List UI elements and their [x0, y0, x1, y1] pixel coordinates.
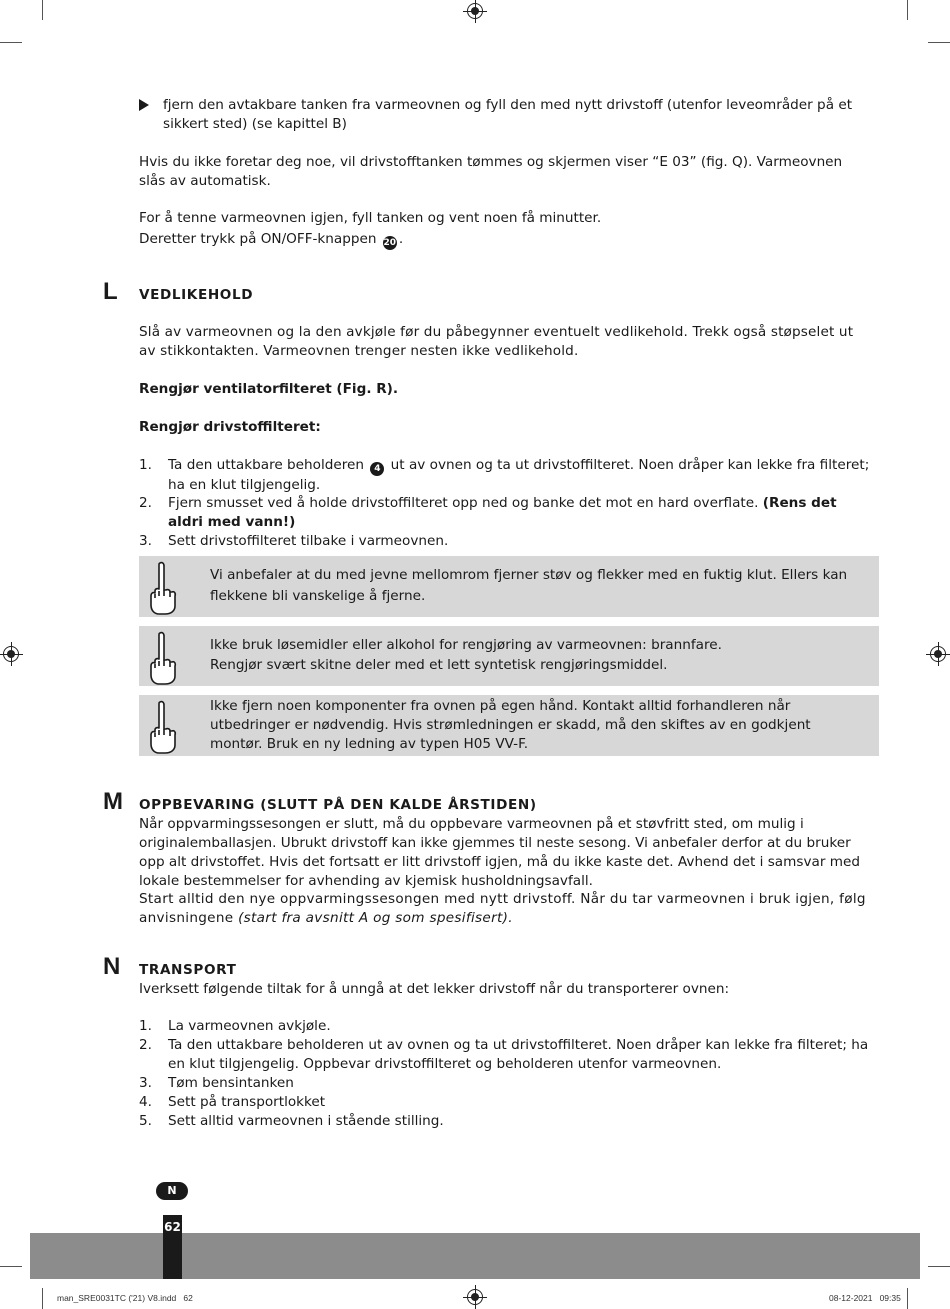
list-number: 4.: [139, 1094, 152, 1110]
crop-mark: [0, 1266, 22, 1267]
crop-mark: [42, 0, 43, 20]
registration-mark-icon: [467, 3, 483, 19]
button-number-badge: 20: [383, 238, 397, 248]
file-info: man_SRE0031TC ('21) V8.indd 62: [57, 1293, 193, 1303]
intro-bullet: fjern den avtakbare tanken fra varmeovnen og fyll den med nytt drivstoff (utenfor leveområder på et sikkert sted) (se kapittel B): [163, 97, 853, 132]
subheading: Rengjør ventilatorfilteret (Fig. R).: [139, 381, 399, 397]
section-letter: L: [103, 278, 118, 305]
section-title: OPPBEVARING (SLUTT PÅ DEN KALDE ÅRSTIDEN): [139, 797, 537, 813]
section-paragraph-text: Start alltid den nye oppvarmingssesongen med nytt drivstoff. Når du tar varmeovnen i bruk igjen, følg anvisningene: [139, 891, 866, 926]
list-item-text: Ta den uttakbare beholderen: [168, 457, 365, 473]
pointing-hand-icon: [145, 560, 179, 616]
section-paragraph-italic: (start fra avsnitt A og som spesifisert).: [238, 910, 513, 926]
registration-mark-icon: [467, 1289, 483, 1305]
section-paragraph: [139, 890, 870, 928]
date-info: 08-12-2021 09:35: [829, 1293, 901, 1303]
registration-mark-icon: [3, 646, 19, 662]
crop-mark: [907, 0, 908, 20]
note-text: Ikke fjern noen komponenter fra ovnen på egen hånd. Kontakt alltid forhandleren når utbedringer er nødvendig. Hvis strømledningen er skadd, må den skiftes av en godkjent montør. Bruk en ny ledning av typen H05 VV-F.: [210, 698, 811, 752]
list-item: Ta den uttakbare beholderen ut av ovnen og ta ut drivstoffilteret. Noen dråper kan lekke fra filteret; ha en klut tilgjengelig. Oppbevar drivstoffilteret og beholderen utenfor varmeovnen.: [168, 1037, 869, 1072]
crop-mark: [907, 1288, 908, 1309]
list-item: Sett alltid varmeovnen i stående stilling.: [168, 1113, 444, 1129]
crop-mark: [42, 1288, 43, 1309]
part-number-badge: 4: [370, 462, 384, 476]
list-item: Tøm bensintanken: [168, 1075, 294, 1091]
section-letter: N: [103, 953, 121, 980]
intro-paragraph: Hvis du ikke foretar deg noe, vil drivstofftanken tømmes og skjermen viser “E 03” (fig. Q). Varmeovnen slås av automatisk.: [139, 154, 843, 189]
list-item-warning: (Rens det aldri med vann!): [168, 495, 837, 530]
list-item-text: Fjern smusset ved å holde drivstoffilteret opp ned og banke det mot en hard overflate.: [168, 495, 759, 511]
list-item-text: ut av ovnen og ta ut drivstoffilteret. Noen dråper kan lekke fra filteret; ha en klut tilgjengelig.: [168, 457, 870, 493]
note-box: [139, 626, 879, 686]
pointing-hand-icon: [145, 630, 179, 686]
section-paragraph: Slå av varmeovnen og la den avkjøle før du påbegynner eventuelt vedlikehold. Trekk også støpselet ut av stikkontakten. Varmeovnen trenger nesten ikke vedlikehold.: [139, 324, 854, 359]
subheading: Rengjør drivstoffilteret:: [139, 419, 321, 435]
section-title: VEDLIKEHOLD: [139, 287, 254, 303]
crop-mark: [928, 42, 950, 43]
intro-paragraph: For å tenne varmeovnen igjen, fyll tanken og vent noen få minutter.: [139, 210, 602, 226]
page-number: 62: [164, 1220, 181, 1234]
list-item: La varmeovnen avkjøle.: [168, 1018, 331, 1034]
note-text: Ikke bruk løsemidler eller alkohol for rengjøring av varmeovnen: brannfare.: [210, 637, 722, 653]
section-paragraph: Iverksett følgende tiltak for å unngå at det lekker drivstoff når du transporterer ovnen:: [139, 981, 730, 997]
section-title: TRANSPORT: [139, 962, 237, 978]
list-item: [168, 456, 870, 495]
crop-mark: [0, 42, 22, 43]
pointing-hand-icon: [145, 699, 179, 755]
language-badge: N: [156, 1182, 188, 1200]
note-box: [139, 695, 879, 756]
intro-paragraph: [139, 230, 870, 250]
list-number: 2.: [139, 1037, 152, 1053]
list-number: 3.: [139, 533, 152, 549]
note-text: Vi anbefaler at du med jevne mellomrom fjerner støv og flekker med en fuktig klut. Ellers kan flekkene bli vanskelige å fjerne.: [210, 567, 848, 604]
list-number: 3.: [139, 1075, 152, 1091]
section-paragraph: Når oppvarmingssesongen er slutt, må du oppbevare varmeovnen på et støvfritt sted, om mulig i originalemballasjen. Ubrukt drivstoff kan ikke gjemmes til neste sesong. Vi anbefaler derfor at du bruker opp alt drivstoffet. Hvis det fortsatt er litt drivstoff igjen, må du ikke kaste det. Avhend det i samsvar med lokale bestemmelser for avhending av kjemisk husholdningsavfall.: [139, 816, 860, 889]
list-number: 2.: [139, 495, 152, 511]
intro-text: Deretter trykk på ON/OFF-knappen: [139, 231, 377, 247]
list-number: 5.: [139, 1113, 152, 1129]
intro-text: .: [398, 231, 404, 247]
list-number: 1.: [139, 1018, 152, 1034]
note-box: [139, 556, 879, 617]
crop-mark: [928, 1266, 950, 1267]
list-item: Sett på transportlokket: [168, 1094, 326, 1110]
list-item: [168, 494, 870, 532]
section-letter: M: [103, 788, 123, 815]
list-number: 1.: [139, 457, 152, 473]
list-item: Sett drivstoffilteret tilbake i varmeovnen.: [168, 533, 449, 549]
registration-mark-icon: [930, 646, 946, 662]
note-text: Rengjør svært skitne deler med et lett syntetisk rengjøringsmiddel.: [210, 657, 668, 673]
bullet-triangle-icon: [139, 99, 149, 111]
